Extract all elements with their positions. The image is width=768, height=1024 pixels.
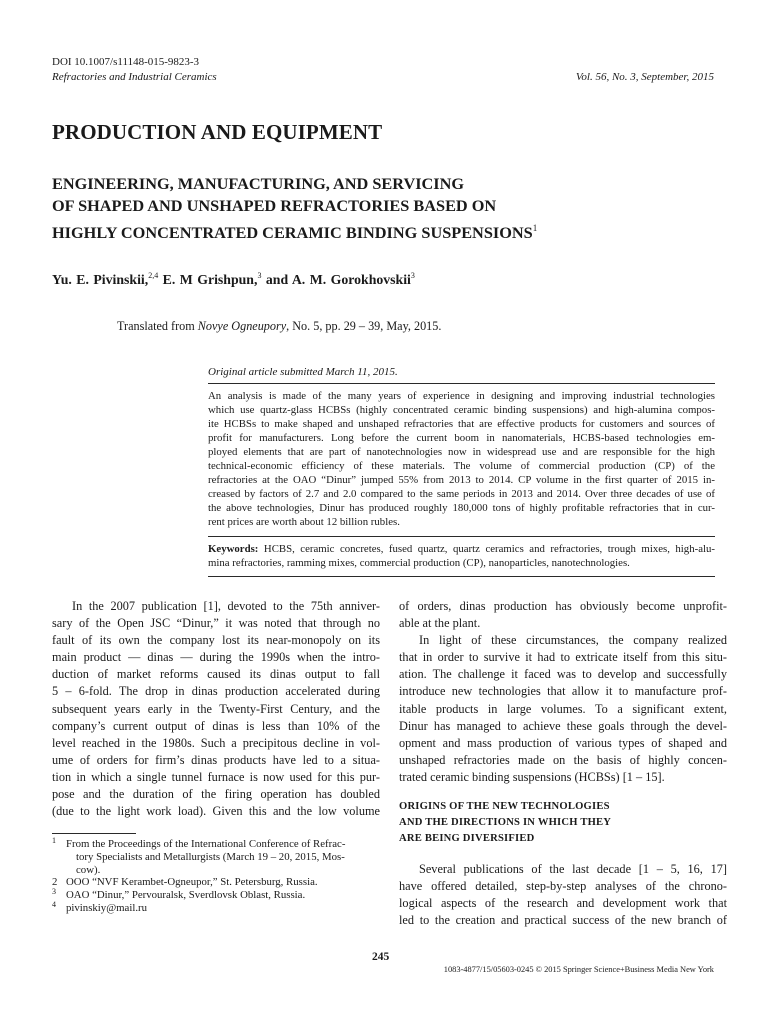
- source-journal: Novye Ogneupory: [197, 319, 287, 333]
- body-line: (due to the light work load). Given this and the low volume: [52, 804, 380, 819]
- title-footnote-mark: 1: [532, 223, 538, 233]
- body-line: introduce new technologies that allow it to manufacture prof-: [399, 684, 727, 699]
- section-heading: [399, 799, 611, 847]
- heading-line: AND THE DIRECTIONS IN WHICH THEY: [399, 817, 612, 828]
- body-right-column-continued: [399, 861, 727, 929]
- author-name: E. M Grishpun,: [162, 272, 258, 287]
- abstract-line: ite HCBSs to make shaped and unshaped refractories that are effective products for customers and sources of: [208, 418, 715, 431]
- author-affiliation: 3: [257, 271, 262, 280]
- keywords-top-rule: [208, 536, 715, 537]
- title-line: OF SHAPED AND UNSHAPED REFRACTORIES BASED ON: [52, 196, 497, 215]
- body-line: In light of these circumstances, the company realized: [419, 633, 727, 648]
- body-line: tion in which a single tunnel furnace is now used for this pur-: [52, 769, 380, 784]
- journal-name: Refractories and Industrial Ceramics: [52, 71, 217, 83]
- footnote: [52, 899, 382, 915]
- body-line: unshaped refractories made on the basis of highly concen-: [399, 752, 727, 767]
- keywords-label: Keywords:: [208, 543, 259, 555]
- body-line: subsequent years early in the Twenty-First Century, and the: [52, 701, 380, 716]
- footnotes: [52, 838, 382, 915]
- keywords-bottom-rule: [208, 576, 715, 577]
- body-line: In the 2007 publication [1], devoted to the 75th anniver-: [72, 599, 380, 613]
- footnote-line: pivinskiy@mail.ru: [66, 901, 148, 914]
- body-left-column: [52, 598, 380, 820]
- abstract: [208, 389, 715, 529]
- section-title: PRODUCTION AND EQUIPMENT: [52, 120, 383, 144]
- keywords-line: mina refractories, ramming mixes, commercial production (CP), nanoparticles, nanotechnologies.: [208, 557, 630, 570]
- footnote: [52, 889, 382, 902]
- author-conjunction: and: [265, 272, 289, 287]
- body-line: opment and mass production of various types of shaped and: [399, 735, 727, 750]
- body-line: trated ceramic binding suspensions (HCBSs) [1 – 15].: [399, 769, 665, 784]
- body-line: itable products in large volumes. To a significant extent,: [399, 701, 727, 716]
- body-line: Dinur has managed to achieve these goals through the devel-: [399, 718, 727, 733]
- footnote-line: From the Proceedings of the International Conference of Refrac-: [66, 838, 346, 850]
- footnote-line: tory Specialists and Metallurgists (March 19 – 20, 2015, Mos-: [76, 850, 345, 863]
- author-affiliation: 3: [410, 271, 415, 280]
- footnote-mark: 1: [52, 836, 56, 845]
- footnote-rule: [52, 833, 136, 834]
- article-title: [52, 173, 712, 244]
- body-line: company’s current output of dinas is less than 10% of the: [52, 718, 380, 733]
- heading-line: ARE BEING DIVERSIFIED: [399, 833, 535, 844]
- author-affiliation: 2,4: [148, 271, 159, 280]
- abstract-line: rent prices are worth about 12 billion rubles.: [208, 516, 400, 529]
- abstract-line: ployed elements that are part of nanotechnologies now in widespread use and are responsible for the high: [208, 446, 715, 459]
- body-line: logical aspects of the research and development work that: [399, 896, 727, 911]
- body-line: Several publications of the last decade [1 – 5, 16, 17]: [419, 862, 727, 876]
- footnote: [52, 838, 382, 876]
- authors: [52, 271, 415, 288]
- title-line: HIGHLY CONCENTRATED CERAMIC BINDING SUSPENSIONS$^1$: [52, 223, 538, 242]
- abstract-top-rule: [208, 383, 715, 384]
- abstract-line: creased by factors of 2.7 and 2.0 compared to the same periods in 2013 and 2014. Over three decades of use of: [208, 488, 715, 501]
- body-line: led to the creation and practical success of the new branch of: [399, 913, 727, 928]
- footnote: [52, 876, 382, 889]
- body-line: ation. The challenge it faced was to develop and successfully: [399, 667, 727, 682]
- abstract-line: An analysis is made of the many years of experience in designing and improving industrial technologies: [208, 390, 715, 402]
- page-number: 245: [372, 951, 390, 963]
- heading-line: ORIGINS OF THE NEW TECHNOLOGIES: [399, 801, 610, 812]
- title-line: ENGINEERING, MANUFACTURING, AND SERVICING: [52, 174, 465, 193]
- footnote-mark: 2: [52, 876, 58, 889]
- copyright: 1083-4877/15/05603-0245 © 2015 Springer Science+Business Media New York: [443, 965, 714, 974]
- submission-date: Original article submitted March 11, 2015.: [208, 366, 398, 378]
- body-line: able at the plant.: [399, 616, 481, 631]
- doi: DOI 10.1007/s11148-015-9823-3: [52, 56, 200, 68]
- footnote-mark: 3: [52, 887, 56, 897]
- keywords: [208, 542, 715, 570]
- abstract-line: profit for manufacturers. Long before the current boom in nanomaterials, HCBS-based technologies em-: [208, 432, 715, 445]
- body-line: of orders, dinas production has obviously become unprofit-: [399, 599, 727, 613]
- body-line: have offered detailed, step-by-step analyses of the chrono-: [399, 879, 727, 894]
- volume-info: Vol. 56, No. 3, September, 2015: [575, 71, 714, 83]
- abstract-line: which use quartz-glass HCBSs (highly concentrated ceramic binding suspensions) and high-alumina compos-: [208, 404, 715, 417]
- body-line: sary of the Open JSC “Dinur,” it was noted that through no: [52, 616, 380, 631]
- footnote-mark: 4: [52, 899, 56, 909]
- footnote-line: cow).: [76, 863, 101, 876]
- body-line: ume of orders for firm’s dinas products have led to a situa-: [52, 752, 380, 767]
- body-line: fault of its own the company lost its near-monopoly on its: [52, 633, 380, 648]
- abstract-line: the above technologies, Dinur has produced roughly 180,000 tons of highly profitable refractories that in cur-: [208, 502, 715, 515]
- body-line: main product — dinas — during the 1990s when the intro-: [52, 650, 380, 665]
- keywords-line: Keywords: HCBS, ceramic concretes, fused quartz, quartz ceramics and refractories, trough mixes, high-alu-: [208, 543, 715, 555]
- author-name: A. M. Gorokhovskii: [291, 272, 411, 287]
- abstract-line: refractories at the OAO “Dinur” jumped 55% from 2013 to 2014. CP volume in the first quarter of 2015 in-: [208, 474, 715, 487]
- body-right-column: [399, 598, 727, 786]
- author-name: Yu. E. Pivinskii,: [52, 272, 149, 287]
- translation-note: Translated from Novye Ogneupory, No. 5, pp. 29 – 39, May, 2015.: [117, 319, 442, 333]
- body-line: duction of market reforms caused its dinas output to fall: [52, 667, 380, 682]
- body-line: pose and the duration of the firing operation has doubled: [52, 787, 380, 802]
- body-line: 5 – 6-fold. The drop in dinas production accelerated during: [52, 684, 380, 699]
- body-line: that in order to survive it had to extricate itself from this situ-: [399, 650, 727, 665]
- footnote-line: OOO “NVF Kerambet-Ogneupor,” St. Petersburg, Russia.: [66, 876, 318, 889]
- abstract-line: technical-economic efficiency of these materials. The volume of commercial production (CP) of the: [208, 460, 715, 473]
- footnote-line: OAO “Dinur,” Pervouralsk, Sverdlovsk Oblast, Russia.: [66, 889, 306, 902]
- body-line: level reached in the 1980s. Such a precipitous decline in vol-: [52, 735, 380, 750]
